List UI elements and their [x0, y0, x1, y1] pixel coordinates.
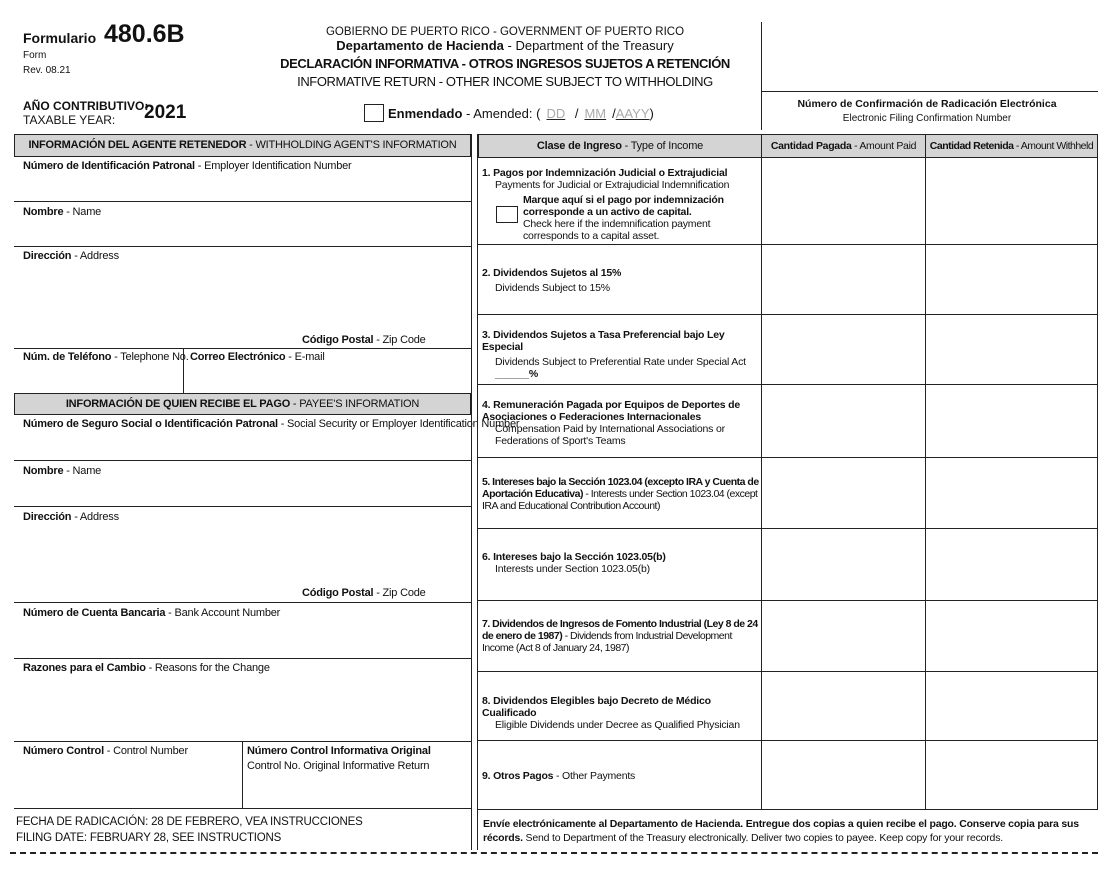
amount-withheld-8[interactable]	[926, 672, 1096, 739]
row-1-en: Payments for Judicial or Extrajudicial Indemnification	[495, 179, 730, 191]
row-line	[478, 809, 1098, 810]
filing-date-en: FILING DATE: FEBRUARY 28, SEE INSTRUCTIONS	[16, 832, 282, 844]
agent-address-es: Dirección	[23, 250, 72, 262]
col-type-en: - Type of Income	[621, 140, 704, 152]
col-type-es: Clase de Ingreso	[536, 140, 622, 152]
confirmation-number-field[interactable]	[762, 92, 1098, 130]
agent-zip-en: - Zip Code	[373, 334, 426, 346]
income-row-2	[482, 267, 752, 294]
dept-en: - Department of the Treasury	[503, 38, 674, 53]
row-9-en: - Other Payments	[553, 770, 636, 782]
agent-phone-label	[23, 351, 189, 363]
payee-zip-es: Código Postal	[302, 587, 374, 599]
amended-day[interactable]: DD	[546, 106, 566, 121]
capital-asset-es: Marque aquí si el pago por indemnización corresponde a un activo de capital.	[523, 194, 724, 218]
form-title-es: DECLARACIÓN INFORMATIVA - OTROS INGRESOS SUJETOS A RETENCIÓN	[280, 56, 730, 71]
gov-en: - GOVERNMENT OF PUERTO RICO	[489, 26, 685, 38]
payee-zip-label	[302, 587, 426, 599]
payee-ssn-label	[23, 418, 519, 430]
agent-address-label	[23, 250, 119, 262]
agent-phone-en: - Telephone No.	[111, 351, 189, 363]
agent-name-label	[23, 206, 101, 218]
filing-date-es: FECHA DE RADICACIÓN: 28 DE FEBRERO, VEA INSTRUCCIONES	[16, 816, 363, 828]
line	[14, 506, 471, 507]
capital-asset-note	[523, 194, 757, 242]
income-row-9	[482, 770, 752, 782]
row-6-en: Interests under Section 1023.05(b)	[495, 563, 650, 575]
payee-address-label	[23, 511, 119, 523]
control-number-en: - Control Number	[103, 745, 188, 757]
col-withheld-en: - Amount Withheld	[1013, 140, 1094, 152]
row-8-es: 8. Dividendos Elegibles bajo Decreto de Médico Cualificado	[482, 695, 711, 719]
line	[14, 460, 471, 461]
row-4-en: Compensation Paid by International Associations or Federations of Sport's Teams	[495, 423, 725, 447]
footer-instructions	[483, 817, 1095, 845]
bank-account-field[interactable]	[14, 621, 471, 657]
agent-name-en: - Name	[63, 206, 102, 218]
withholding-agent-heading-en: - WITHHOLDING AGENT'S INFORMATION	[246, 139, 457, 151]
payee-address-es: Dirección	[23, 511, 72, 523]
row-5-en: - Interests under Section 1023.04 (except IRA and Educational Contribution Account)	[482, 488, 758, 512]
row-1-es: 1. Pagos por Indemnización Judicial o Extrajudicial	[482, 167, 728, 179]
amended-label: Enmendado - Amended: ( DD / MM /AAYY)	[388, 106, 654, 121]
form-number: 480.6B	[104, 20, 185, 48]
amount-paid-4[interactable]	[762, 385, 924, 456]
tax-year-value: 2021	[144, 102, 187, 123]
payee-heading-en: - PAYEE'S INFORMATION	[290, 398, 420, 410]
amount-paid-5[interactable]	[762, 458, 924, 527]
withholding-agent-heading-es: INFORMACIÓN DEL AGENTE RETENEDOR	[28, 139, 247, 151]
payee-address-en: - Address	[71, 511, 119, 523]
agent-name-es: Nombre	[23, 206, 64, 218]
payee-zip-en: - Zip Code	[373, 587, 426, 599]
row-3-es: 3. Dividendos Sujetos a Tasa Preferencial bajo Ley Especial	[482, 329, 725, 353]
bank-account-es: Número de Cuenta Bancaria	[23, 607, 166, 619]
amount-paid-9[interactable]	[762, 741, 924, 808]
agent-ein-field[interactable]	[14, 173, 471, 200]
cut-line	[10, 852, 1098, 854]
col-type-header	[478, 134, 762, 158]
payee-ssn-en: - Social Security or Employer Identification Number	[277, 418, 520, 430]
form-en: Form	[23, 50, 47, 61]
revision: Rev. 08.21	[23, 65, 71, 76]
income-row-3	[482, 329, 760, 380]
row-5-es: 5. Intereses bajo la Sección 1023.04 (excepto IRA y Cuenta de Aportación Educativa)	[482, 476, 759, 500]
line	[14, 808, 471, 809]
dept-es: Departamento de Hacienda	[336, 38, 504, 53]
col-paid-header	[762, 134, 926, 158]
row-4-es: 4. Remuneración Pagada por Equipos de Deportes de Asociaciones o Federaciones Internacionales	[482, 399, 741, 423]
form-word: Formulario	[23, 30, 97, 46]
amount-withheld-4[interactable]	[926, 385, 1096, 456]
agent-phone-es: Núm. de Teléfono	[23, 351, 112, 363]
col-paid-es: Cantidad Pagada	[770, 140, 852, 152]
amount-withheld-5[interactable]	[926, 458, 1096, 527]
confirmation-en: Electronic Filing Confirmation Number	[842, 113, 1012, 124]
payee-ssn-es: Número de Seguro Social o Identificación Patronal	[23, 418, 278, 430]
amount-paid-3[interactable]	[762, 315, 924, 383]
amended-es: Enmendado	[388, 106, 463, 121]
row-6-es: 6. Intereses bajo la Sección 1023.05(b)	[482, 551, 666, 563]
amended-en: - Amended: (	[462, 106, 541, 121]
amount-paid-1[interactable]	[762, 159, 924, 243]
payee-name-field[interactable]	[14, 479, 471, 505]
income-row-5	[482, 476, 760, 512]
orig-control-es: Número Control Informativa Original	[247, 745, 431, 757]
footer-send-es: Envíe electrónicamente al Departamento de Hacienda. Entregue dos copias a quien recibe el pago. Conserve copia para sus récords.	[483, 818, 1079, 844]
row-7-en: - Dividends from Industrial Development Income (Act 8 of January 24, 1987)	[482, 630, 732, 654]
payee-address-field[interactable]	[14, 525, 471, 583]
row-3-en: Dividends Subject to Preferential Rate under Special Act	[495, 356, 746, 368]
row-9-es: 9. Otros Pagos	[482, 770, 554, 782]
payee-heading-es: INFORMACIÓN DE QUIEN RECIBE EL PAGO	[65, 398, 291, 410]
amount-paid-7[interactable]	[762, 601, 924, 670]
government-line	[260, 26, 750, 38]
agent-name-field[interactable]	[14, 220, 471, 245]
line	[14, 201, 471, 202]
col-paid-en: - Amount Paid	[851, 140, 917, 152]
agent-address-field[interactable]	[14, 264, 471, 330]
income-row-4	[482, 399, 757, 447]
orig-control-en: Control No. Original Informative Return	[247, 760, 430, 772]
amended-month[interactable]: MM	[584, 106, 607, 121]
footer-send-en: Send to Department of the Treasury electronically. Deliver two copies to payee. Keep copy for your records.	[522, 832, 1003, 844]
payee-name-en: - Name	[63, 465, 102, 477]
confirmation-es: Número de Confirmación de Radicación Electrónica	[797, 98, 1057, 110]
payee-name-es: Nombre	[23, 465, 64, 477]
line	[14, 658, 471, 659]
bank-account-label	[23, 607, 280, 619]
agent-zip-es: Código Postal	[302, 334, 374, 346]
row-2-en: Dividends Subject to 15%	[495, 282, 610, 294]
agent-ein-label	[23, 160, 352, 172]
amount-withheld-2[interactable]	[926, 245, 1096, 313]
payee-heading	[14, 393, 471, 415]
col-withheld-es: Cantidad Retenida	[929, 140, 1014, 152]
department-line	[260, 38, 750, 53]
row-8-en: Eligible Dividends under Decree as Qualified Physician	[495, 719, 740, 731]
amended-year[interactable]: AAYY	[615, 106, 650, 121]
line	[14, 246, 471, 247]
control-number-field[interactable]	[14, 760, 241, 807]
row-2-es: 2. Dividendos Sujetos al 15%	[482, 267, 622, 279]
form-title-en: INFORMATIVE RETURN - OTHER INCOME SUBJECT TO WITHHOLDING	[297, 74, 713, 89]
income-row-6	[482, 551, 752, 575]
line	[14, 348, 471, 349]
tax-year-en: TAXABLE YEAR:	[23, 113, 116, 127]
reasons-es: Razones para el Cambio	[23, 662, 146, 674]
agent-ein-en: - Employer Identification Number	[194, 160, 352, 172]
amount-withheld-9[interactable]	[926, 741, 1096, 808]
amount-paid-8[interactable]	[762, 672, 924, 739]
amount-withheld-6[interactable]	[926, 529, 1096, 599]
agent-email-label	[190, 351, 325, 363]
withholding-agent-heading	[14, 134, 471, 157]
amount-withheld-7[interactable]	[926, 601, 1096, 670]
control-number-es: Número Control	[23, 745, 104, 757]
reasons-field[interactable]	[14, 676, 471, 740]
row-3-rate-field[interactable]: ______%	[495, 368, 538, 380]
line	[14, 602, 471, 603]
payee-name-label	[23, 465, 101, 477]
amount-paid-2[interactable]	[762, 245, 924, 313]
amount-paid-6[interactable]	[762, 529, 924, 599]
reasons-label	[23, 662, 270, 674]
amount-withheld-1[interactable]	[926, 159, 1096, 243]
agent-phone-field[interactable]	[14, 364, 182, 392]
agent-ein-es: Número de Identificación Patronal	[23, 160, 195, 172]
col-withheld-header	[926, 134, 1098, 158]
left-column-right-border	[471, 134, 472, 850]
form-header	[0, 0, 1113, 130]
control-number-label	[23, 745, 188, 757]
income-row-1	[482, 167, 752, 191]
agent-address-en: - Address	[71, 250, 119, 262]
row-7-es: 7. Dividendos de Ingresos de Fomento Industrial (Ley 8 de 24 de enero de 1987)	[482, 618, 758, 642]
capital-asset-en: Check here if the indemnification payment corresponds to a capital asset.	[523, 218, 711, 242]
income-table	[478, 134, 1098, 810]
payee-ssn-field[interactable]	[14, 432, 471, 459]
agent-email-en: - E-mail	[285, 351, 325, 363]
income-row-8	[482, 695, 762, 731]
gov-es: GOBIERNO DE PUERTO RICO	[325, 26, 490, 38]
agent-email-field[interactable]	[184, 364, 471, 392]
amount-withheld-3[interactable]	[926, 315, 1096, 383]
income-row-7	[482, 618, 760, 654]
orig-control-field[interactable]	[243, 774, 471, 807]
table-right-border	[1097, 158, 1098, 810]
reasons-en: - Reasons for the Change	[145, 662, 270, 674]
tax-year-es: AÑO CONTRIBUTIVO:	[23, 99, 149, 113]
agent-zip-label	[302, 334, 426, 346]
bank-account-en: - Bank Account Number	[165, 607, 281, 619]
capital-asset-checkbox[interactable]	[496, 206, 518, 223]
amended-checkbox[interactable]	[364, 104, 384, 122]
agent-email-es: Correo Electrónico	[190, 351, 286, 363]
